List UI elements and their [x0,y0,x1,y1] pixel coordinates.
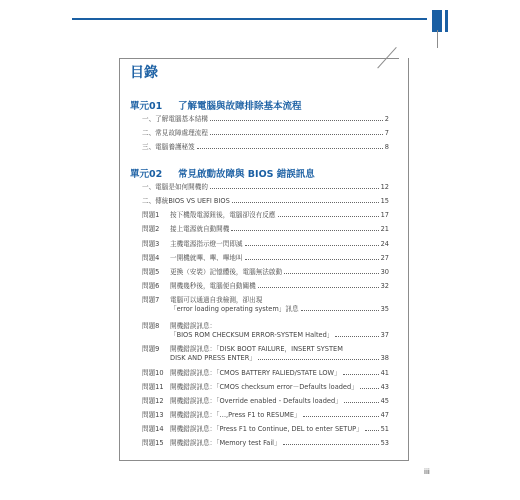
page-title: 目錄 [130,65,158,81]
entry-page-number: 15 [380,197,389,205]
entry-label: 問題5 [142,268,160,276]
entry-label: 問題1 [142,211,160,219]
entry-text: 一、了解電腦基本結構 [142,115,208,123]
entry-text: 二、傳統BIOS VS UEFI BIOS [142,197,230,205]
entry-page-number: 41 [380,369,389,377]
entry-page-number: 17 [380,211,389,219]
dot-leader [283,439,379,445]
dot-leader [232,197,379,203]
entry-page-number: 24 [380,240,389,248]
dot-leader [303,411,379,417]
entry-text: 主機電源指示燈一閃即滅 [170,240,243,248]
entry-label: 問題12 [142,397,164,405]
entry-page-number: 8 [384,143,389,151]
dot-leader [278,211,379,217]
entry-label: 問題7 [142,296,160,304]
entry-label: 問題6 [142,282,160,290]
entry-page-number: 32 [380,282,389,290]
entry-page-number: 21 [380,225,389,233]
entry-text: 開機錯誤訊息：「CMOS BATTERY FALIED/STATE LOW」 [170,369,341,377]
dot-leader [210,183,379,189]
entry-text: 三、電腦養護秘笈 [142,143,195,151]
header-connector [437,30,438,48]
entry-text: 開機幾秒後，電腦便自動關機 [170,282,256,290]
entry-text: 「BIOS ROM CHECKSUM ERROR-SYSTEM Halted」 [170,331,334,339]
unit-title: 常見啟動故障與 BIOS 錯誤訊息 [178,169,315,180]
entry-page-number: 12 [380,183,389,191]
entry-text: 開機錯誤訊息：「Memory test Fail」 [170,439,281,447]
entry-text: 開機錯誤訊息： [170,322,217,330]
dot-leader [231,225,378,231]
unit-number: 單元01 [130,101,163,112]
header-tab-mark [432,10,442,32]
dot-leader [258,282,379,288]
entry-text: 開機錯誤訊息：「…,Press F1 to RESUME」 [170,411,301,419]
page-number: iii [424,468,430,476]
entry-text: 開機錯誤訊息：「Override enabled - Defaults loaded」 [170,397,342,405]
dot-leader [343,369,379,375]
entry-text: DISK AND PRESS ENTER」 [170,354,256,362]
entry-label: 問題13 [142,411,164,419]
entry-text: 電腦可以通過自我檢測，卻出現 [170,296,263,304]
entry-label: 問題10 [142,369,164,377]
entry-page-number: 35 [380,305,389,313]
entry-label: 問題15 [142,439,164,447]
header-tab-mark-thin [445,10,448,32]
dot-leader [245,254,379,260]
entry-text: 二、常見故障處理流程 [142,129,208,137]
dot-leader [258,354,379,360]
dot-leader [245,240,379,246]
entry-text: 開機錯誤訊息：「Press F1 to Continue, DEL to enter SETUP」 [170,425,363,433]
entry-label: 問題9 [142,345,160,353]
entry-label: 問題3 [142,240,160,248]
entry-text: 「error loading operating system」訊息 [170,305,299,313]
entry-page-number: 2 [384,115,389,123]
entry-text: 更換（安裝）記憶體後，電腦無法啟動 [170,268,283,276]
entry-page-number: 51 [380,425,389,433]
entry-page-number: 30 [380,268,389,276]
unit-title: 了解電腦與故障排除基本流程 [178,101,302,112]
dot-leader [344,397,379,403]
dot-leader [301,305,379,311]
entry-text: 開機錯誤訊息：「CMOS checksum error－Defaults loaded」 [170,383,358,391]
unit-heading [130,98,302,112]
dot-leader [360,383,379,389]
entry-page-number: 53 [380,439,389,447]
dot-leader [210,115,383,121]
dot-leader [284,268,379,274]
entry-text: 一開機就嗶、嗶、嗶地叫 [170,254,243,262]
entry-text: 接上電源就自動開機 [170,225,230,233]
dot-leader [197,143,383,149]
unit-heading [130,166,315,180]
unit-number: 單元02 [130,169,163,180]
entry-page-number: 7 [384,129,389,137]
entry-label: 問題8 [142,322,160,330]
entry-label: 問題2 [142,225,160,233]
entry-label: 問題11 [142,383,164,391]
dot-leader [335,331,378,337]
entry-text: 按下機殼電源鈕後，電腦卻沒有反應 [170,211,276,219]
entry-text: 開機錯誤訊息：「DISK BOOT FAILURE，INSERT SYSTEM [170,345,343,353]
entry-page-number: 45 [380,397,389,405]
header-rule [72,18,427,20]
dot-leader [365,425,379,431]
entry-page-number: 37 [380,331,389,339]
entry-page-number: 27 [380,254,389,262]
entry-page-number: 43 [380,383,389,391]
dot-leader [210,129,383,135]
entry-label: 問題14 [142,425,164,433]
entry-label: 問題4 [142,254,160,262]
entry-page-number: 38 [380,354,389,362]
entry-text: 一、電腦是如何開機的 [142,183,208,191]
entry-page-number: 47 [380,411,389,419]
